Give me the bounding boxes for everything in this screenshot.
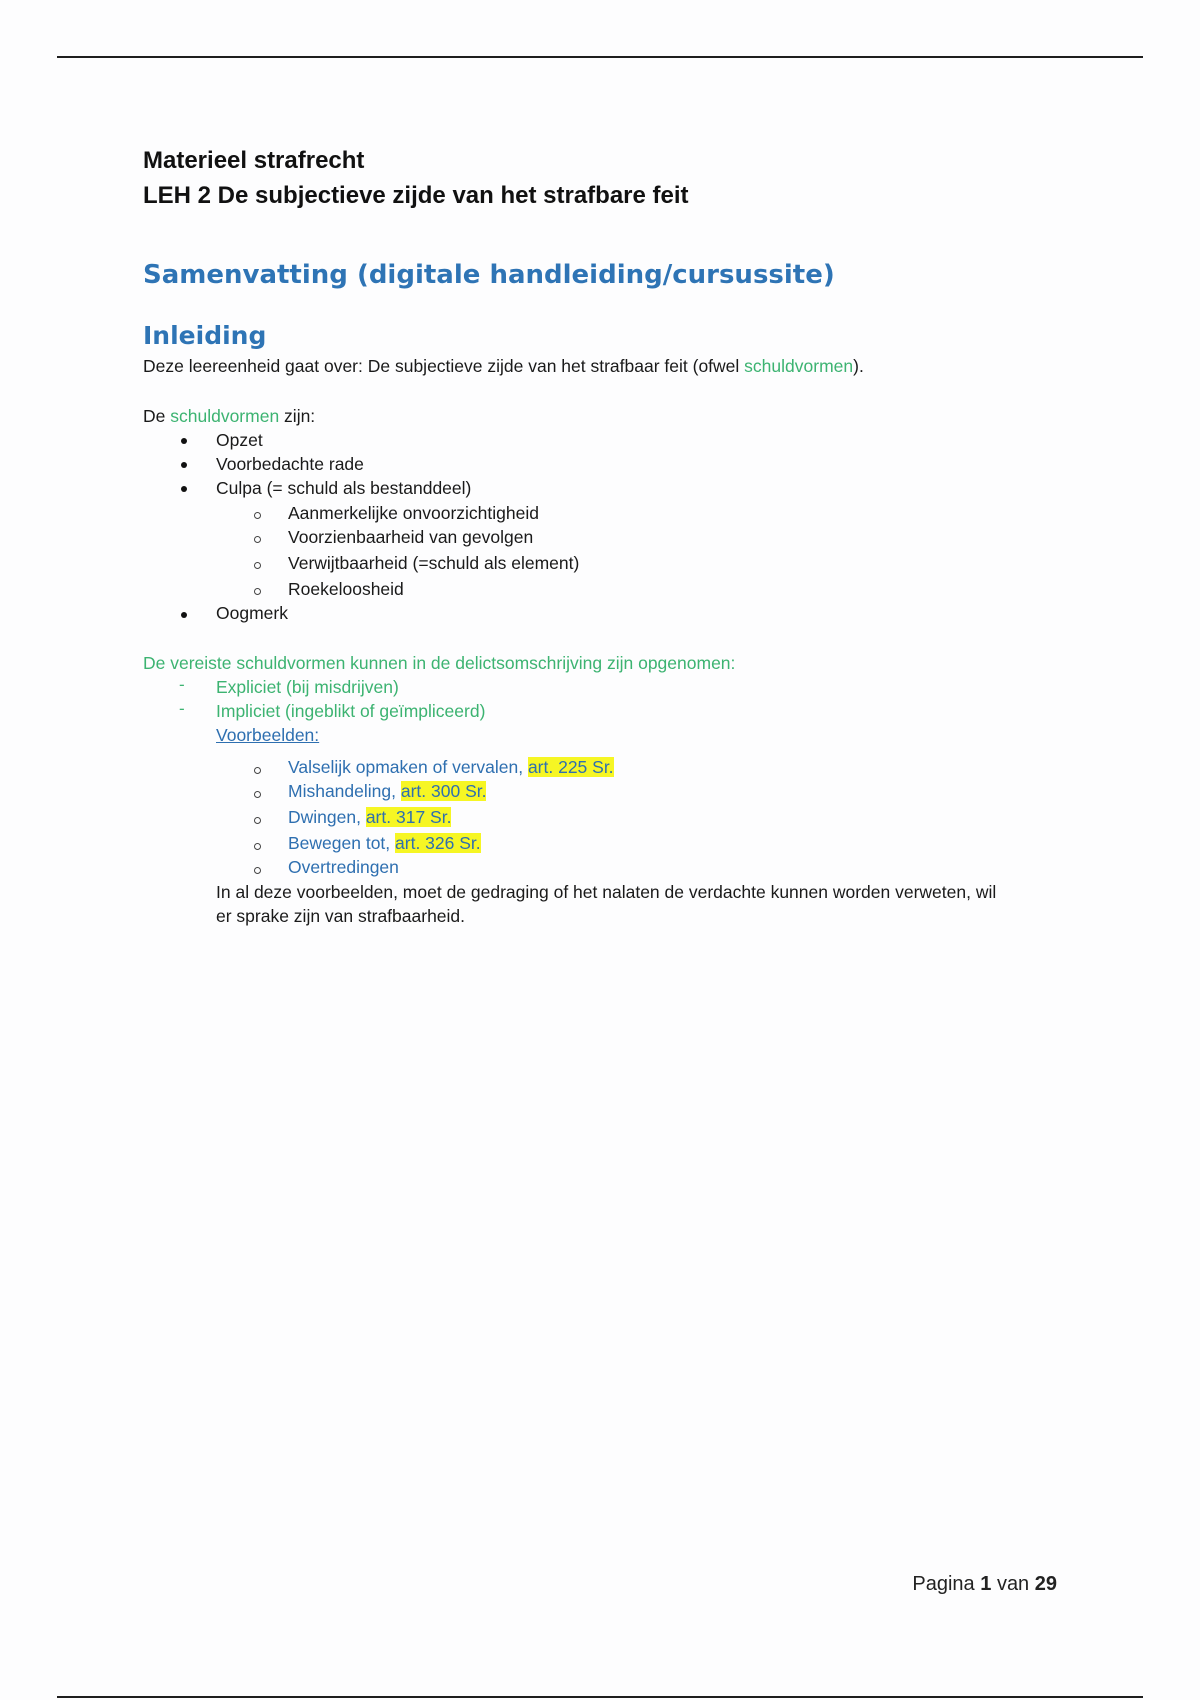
- circle-bullet-icon: [254, 867, 261, 874]
- required-forms-intro: De vereiste schuldvormen kunnen in de delictsomschrijving zijn opgenomen:: [143, 653, 736, 673]
- conclusion-line-2: er sprake zijn van strafbaarheid.: [216, 906, 466, 926]
- circle-bullet-icon: [254, 791, 261, 798]
- sub-list-item: Verwijtbaarheid (=schuld als element): [288, 553, 580, 573]
- example-item: Mishandeling, art. 300 Sr.: [288, 781, 487, 801]
- sub-list-item: Aanmerkelijke onvoorzichtigheid: [288, 503, 539, 523]
- total-pages: 29: [1034, 1573, 1057, 1595]
- bullet-icon: [181, 462, 187, 468]
- of-label: van: [996, 1573, 1030, 1595]
- document-subtitle: LEH 2 De subjectieve zijde van het strafbare feit: [143, 182, 689, 209]
- circle-bullet-icon: [254, 512, 261, 519]
- page-footer: [912, 1573, 1057, 1596]
- sub-list-item: Voorzienbaarheid van gevolgen: [288, 527, 534, 547]
- section-heading: Samenvatting (digitale handleiding/cursussite): [143, 260, 835, 290]
- list-item: Culpa (= schuld als bestanddeel): [216, 478, 472, 498]
- circle-bullet-icon: [254, 588, 261, 595]
- dash-item: Expliciet (bij misdrijven): [216, 677, 399, 697]
- intro-paragraph: Deze leereenheid gaat over: De subjectieve zijde van het strafbaar feit (ofwel schuldvormen).: [143, 356, 864, 376]
- article-reference: art. 300 Sr.: [400, 781, 487, 801]
- example-item: Valselijk opmaken of vervalen, art. 225 Sr.: [288, 757, 614, 777]
- bullet-icon: [181, 486, 187, 492]
- circle-bullet-icon: [254, 767, 261, 774]
- circle-bullet-icon: [254, 843, 261, 850]
- document-title: Materieel strafrecht: [143, 147, 365, 174]
- example-item: Bewegen tot, art. 326 Sr.: [288, 833, 481, 853]
- conclusion-line-1: In al deze voorbeelden, moet de gedraging of het nalaten de verdachte kunnen worden verweten, wil: [216, 882, 997, 902]
- page-label: Pagina: [912, 1573, 975, 1595]
- circle-bullet-icon: [254, 562, 261, 569]
- dash-icon: -: [179, 699, 185, 718]
- list-item: Oogmerk: [216, 603, 288, 623]
- article-reference: art. 326 Sr.: [395, 833, 481, 853]
- circle-bullet-icon: [254, 536, 261, 543]
- circle-bullet-icon: [254, 817, 261, 824]
- bullet-icon: [181, 438, 187, 444]
- list-item: Opzet: [216, 430, 263, 450]
- forms-keyword: schuldvormen: [170, 406, 280, 426]
- dash-icon: -: [179, 675, 185, 694]
- article-reference: art. 317 Sr.: [365, 807, 452, 827]
- bullet-icon: [181, 612, 187, 618]
- example-item: Overtredingen: [288, 857, 399, 877]
- intro-keyword: schuldvormen: [744, 356, 854, 376]
- page-number: 1: [980, 1573, 992, 1595]
- footer-rule: [57, 1696, 1143, 1698]
- forms-intro: De schuldvormen zijn:: [143, 406, 316, 426]
- subsection-heading: Inleiding: [143, 321, 267, 350]
- dash-item: Impliciet (ingeblikt of geïmpliceerd): [216, 701, 486, 721]
- header-rule: [57, 56, 1143, 58]
- example-item: Dwingen, art. 317 Sr.: [288, 807, 452, 827]
- sub-list-item: Roekeloosheid: [288, 579, 404, 599]
- article-reference: art. 225 Sr.: [527, 757, 614, 777]
- list-item: Voorbedachte rade: [216, 454, 364, 474]
- examples-label: Voorbeelden:: [216, 725, 320, 745]
